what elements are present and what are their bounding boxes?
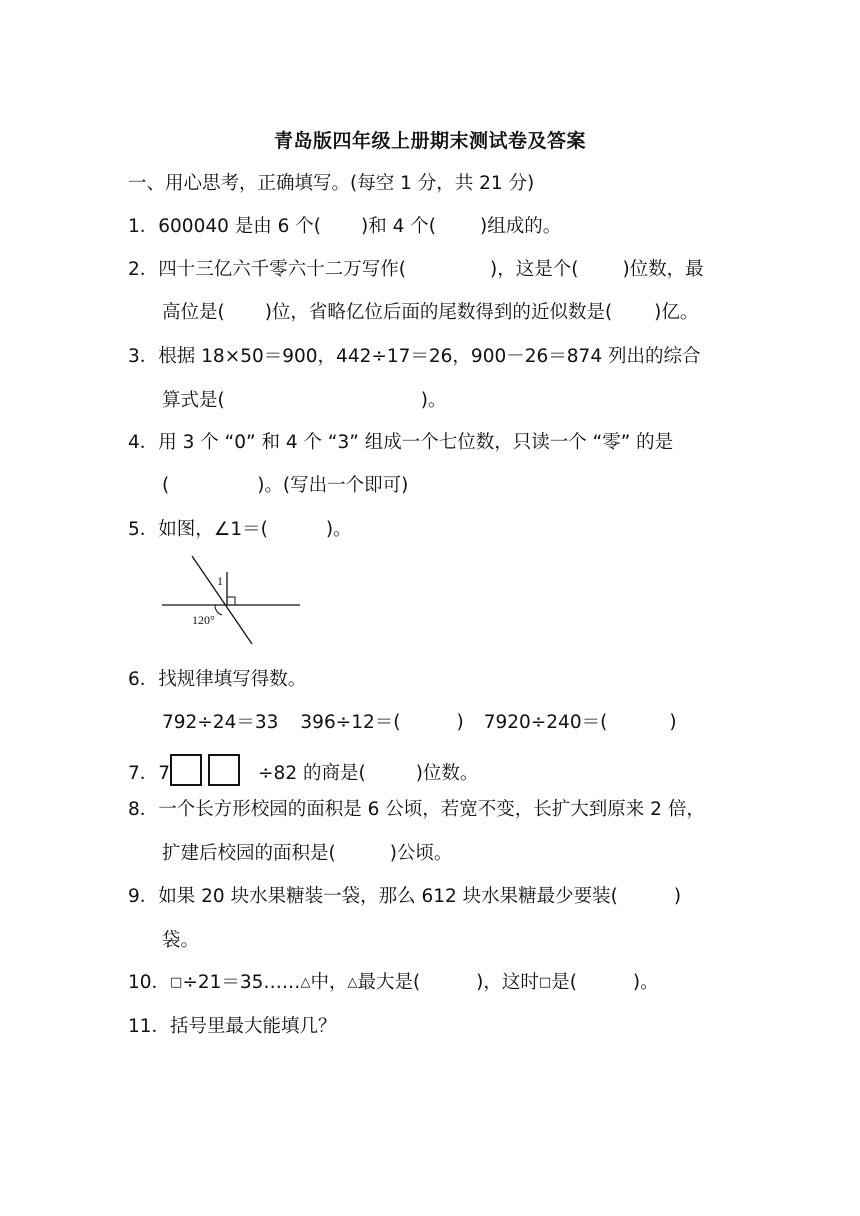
question-8-line-1: 8．一个长方形校园的面积是 6 公顷，若宽不变，长扩大到原来 2 倍， [128,799,705,820]
q1-text-c: )组成的。 [480,216,562,237]
question-4-line-1: 4．用 3 个 “0” 和 4 个 “3” 组成一个七位数，只读一个 “零” 的是 [128,432,674,453]
q10-text-b: ÷21＝35…… [182,972,301,993]
q2-text-d: 高位是( [162,302,225,323]
triangle-symbol: △ [300,975,311,990]
question-7 [128,754,478,787]
q10-text-a: 10． [128,972,171,993]
q1-text-a: 1．600040 是由 6 个( [128,216,322,237]
question-1 [128,214,561,240]
q6-text-c: ) [456,712,464,733]
angle-1-label: 1 [217,574,223,588]
triangle-symbol-2: △ [347,975,358,990]
question-4-line-2 [162,473,408,499]
oblique-line [192,556,252,644]
digit-box-1 [170,754,202,786]
right-angle-mark [227,597,235,605]
page-title: 青岛版四年级上册期末测试卷及答案 [273,130,586,152]
question-3-line-2 [162,388,446,414]
q7-text-c: )位数。 [415,763,479,784]
question-3-line-1: 3．根据 18×50＝900，442÷17＝26，900－26＝874 列出的综合 [128,346,701,367]
q6-text-a: 792÷24＝33 [162,712,279,733]
q10-text-d: 最大是( [357,972,421,993]
q6-text-d: 7920÷240＝( [483,712,608,733]
question-2-line-2 [162,300,698,326]
q2-text-a: 2．四十三亿六千零六十二万写作( [128,259,406,280]
q7-text-b: ÷82 的商是( [258,763,366,784]
q2-text-f: )亿。 [654,302,699,323]
q8-text-a: 扩建后校园的面积是( [162,843,336,864]
square-symbol: □ [170,975,183,990]
question-11: 11．括号里最大能填几？ [128,1016,337,1037]
q1-text-b: )和 4 个( [361,216,436,237]
question-2-line-1 [128,257,704,283]
q9-text-b: ) [673,886,682,907]
question-6-line-2 [162,710,677,736]
angle-120-label: 120° [192,613,215,627]
question-5 [128,517,352,543]
angle-figure [160,552,302,648]
section-heading: 一、用心思考，正确填写。(每空 1 分，共 21 分) [128,173,535,194]
question-10 [128,970,659,996]
q5-text-a: 5．如图，∠1＝( [128,519,268,540]
angle-arc [215,605,222,615]
question-6-line-1: 6．找规律填写得数。 [128,669,307,690]
q3-text-b: )。 [420,390,447,411]
q6-text-e: ) [669,712,677,733]
q10-text-e: )，这时 [476,972,539,993]
digit-box-2 [208,754,240,786]
question-9-line-1 [128,884,681,910]
q4-text-b: )。(写出一个即可) [257,475,409,496]
question-8-line-2 [162,841,452,867]
question-9-line-2: 袋。 [162,930,200,951]
q2-text-b: )，这是个( [490,259,579,280]
q10-text-f: 是( [551,972,577,993]
q7-text-a: 7．7 [128,763,171,784]
q3-text-a: 算式是( [162,390,225,411]
q9-text-a: 9．如果 20 块水果糖装一袋，那么 612 块水果糖最少要装( [128,886,618,907]
q10-text-c: 中， [310,972,348,993]
q4-text-a: ( [162,475,170,496]
square-symbol-2: □ [538,975,552,990]
q2-text-c: )位数，最 [622,259,704,280]
q2-text-e: )位，省略亿位后面的尾数得到的近似数是( [264,302,613,323]
q5-text-b: )。 [325,519,352,540]
q6-text-b: 396÷12＝( [300,712,401,733]
q8-text-b: )公顷。 [389,843,453,864]
q10-text-g: )。 [632,972,659,993]
